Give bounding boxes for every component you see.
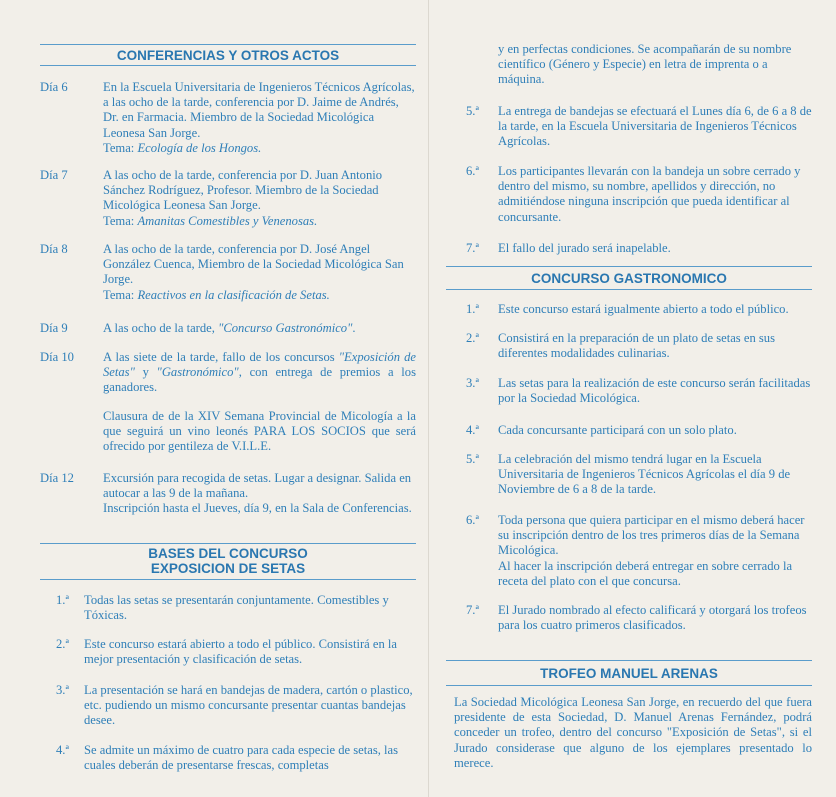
base-item [40, 743, 416, 775]
day-entry [40, 168, 416, 232]
heading-rule [40, 543, 416, 544]
base-text: Se admite un máximo de cuatro para cada especie de setas, las cuales deberán de presentarse frescas, completas [84, 743, 399, 773]
day-emph: "Concurso Gastronómico" [218, 321, 353, 335]
day-label: Día 12 [40, 471, 74, 485]
gastronomico-title: CONCURSO GASTRONOMICO [531, 271, 727, 286]
day-text: Excursión para recogida de setas. Lugar a designar. Salida en autocar a las 9 de la mañana. [103, 471, 412, 501]
fold-line [428, 0, 429, 797]
bases-title-line1: BASES DEL CONCURSO [148, 546, 308, 561]
heading-rule [40, 65, 416, 66]
day-label: Día 9 [40, 321, 68, 335]
day-text: En la Escuela Universitaria de Ingenieros Técnicos Agrícolas, a las ocho de la tarde, conferencia por D. Jaime de Andrés, Dr. en Farmacia. Miembro de la Sociedad Micológica Leonesa San Jorge. [103, 80, 415, 140]
gastro-item [446, 452, 812, 500]
base-item [446, 164, 812, 228]
tema-prefix: Tema: [103, 287, 138, 302]
base-text: y en perfectas condiciones. Se acompañarán de su nombre científico (Género y Especie) en letra de imprenta o a máquina. [498, 42, 792, 87]
base-number: 1.ª [56, 593, 69, 607]
heading-rule [446, 289, 812, 290]
tema-title: Reactivos en la clasificación de Setas. [137, 287, 330, 302]
gastro-number: 1.ª [466, 302, 479, 316]
day-emph: "Exposición de Setas" [103, 350, 416, 380]
gastro-item [446, 603, 812, 635]
heading-rule [40, 44, 416, 45]
day-text-after: . [352, 321, 356, 335]
base-number: 6.ª [466, 164, 479, 178]
trofeo-text: La Sociedad Micológica Leonesa San Jorge, en recuerdo del que fuera presidente de esta Sociedad, D. Manuel Arenas Fernández, podrá conceder un trofeo, dentro del concurso "Exposición de Setas", si el Jurado considerase que alguno de los ejemplares presentado lo merece. [454, 695, 812, 770]
gastro-text: Toda persona que quiera participar en el mismo deberá hacer su inscripción dentro de los tres primeros días de la Semana Micológica. [498, 513, 805, 558]
day-body [103, 471, 416, 517]
base-text: El fallo del jurado será inapelable. [498, 241, 671, 255]
day-body [103, 80, 416, 156]
gastro-number: 2.ª [466, 331, 479, 345]
base-number: 4.ª [56, 743, 69, 757]
day-entry [40, 80, 416, 160]
gastro-number: 5.ª [466, 452, 479, 466]
base-text: La presentación se hará en bandejas de madera, cartón o plastico, etc. pudiendo un mismo concursante presentar cuantas bandejas desee. [84, 683, 413, 728]
day-text: A las ocho de la tarde, conferencia por D. José Angel González Cuenca, Miembro de la Sociedad Micológica San Jorge. [103, 242, 404, 287]
conferencias-heading [40, 44, 416, 66]
day-text: y [134, 365, 157, 380]
gastro-item [446, 513, 812, 593]
base-number: 2.ª [56, 637, 69, 651]
day-body [103, 350, 416, 454]
gastro-number: 7.ª [466, 603, 479, 617]
day-entry [40, 350, 416, 470]
gastro-item [446, 331, 812, 363]
gastro-text: Cada concursante participará con un solo plato. [498, 423, 737, 437]
gastro-body [498, 513, 812, 589]
trofeo-heading [446, 660, 812, 686]
day-label: Día 8 [40, 242, 68, 256]
tema-title: Amanitas Comestibles y Venenosas. [137, 213, 318, 228]
day-label: Día 7 [40, 168, 68, 182]
day-text: A las ocho de la tarde, conferencia por D. Juan Antonio Sánchez Rodríguez, Profesor. Miembro de la Sociedad Micológica Leonesa San Jorge. [103, 168, 383, 213]
gastro-item [446, 423, 812, 439]
heading-rule [446, 685, 812, 686]
gastro-item [446, 376, 812, 408]
day-text: , con entrega de premios a los ganadores. [103, 365, 416, 395]
base-continuation [446, 42, 812, 90]
base-number: 7.ª [466, 241, 479, 255]
conferencias-title: CONFERENCIAS Y OTROS ACTOS [116, 48, 340, 63]
day-entry [40, 321, 416, 337]
day-entry [40, 242, 416, 306]
tema-title: Ecología de los Hongos. [137, 140, 262, 155]
base-number: 3.ª [56, 683, 69, 697]
day-body [103, 168, 416, 229]
base-text: Los participantes llevarán con la bandeja un sobre cerrado y dentro del mismo, su nombre, apellidos y dirección, no admitiéndose ninguna inscripción que pueda identificar al concursante. [498, 164, 801, 224]
base-text: La entrega de bandejas se efectuará el Lunes día 6, de 6 a 8 de la tarde, en la Escuela Universitaria de Ingenieros Técnicos Agrícolas. [498, 104, 812, 149]
base-number: 5.ª [466, 104, 479, 118]
day-body [103, 242, 416, 303]
heading-rule [40, 579, 416, 580]
gastro-number: 6.ª [466, 513, 479, 527]
bases-heading [40, 543, 416, 580]
gastro-number: 3.ª [466, 376, 479, 390]
gastro-text: El Jurado nombrado al efecto calificará y otorgará los trofeos para los cuatro primeros clasificados. [498, 603, 807, 633]
base-text: Todas las setas se presentarán conjuntamente. Comestibles y Tóxicas. [84, 593, 389, 623]
day-body [103, 321, 416, 336]
base-text: Este concurso estará abierto a todo el público. Consistirá en la mejor presentación y clasificación de setas. [84, 637, 397, 667]
heading-rule [446, 266, 812, 267]
day-label: Día 10 [40, 350, 74, 364]
base-item [40, 637, 416, 669]
gastro-text: Las setas para la realización de este concurso serán facilitadas por la Sociedad Micológica. [498, 376, 811, 406]
gastronomico-heading [446, 266, 812, 290]
day-label: Día 6 [40, 80, 68, 94]
day-emph: "Gastronómico" [156, 365, 239, 380]
gastro-text: Este concurso estará igualmente abierto a todo el público. [498, 302, 789, 316]
gastro-text: Consistirá en la preparación de un plato de setas en sus diferentes modalidades culinarias. [498, 331, 775, 361]
tema-prefix: Tema: [103, 213, 138, 228]
tema-prefix: Tema: [103, 140, 138, 155]
base-item [40, 593, 416, 625]
day-text: A las siete de la tarde, fallo de los concursos [103, 350, 339, 364]
gastro-text: La celebración del mismo tendrá lugar en la Escuela Universitaria de Ingenieros Técnicos Agrícolas el día 9 de Noviembre de 6 a 8 de la tarde. [498, 452, 791, 497]
clausura-text: Clausura de de la XIV Semana Provincial de Micología a la que seguirá un vino leonés PARA LOS SOCIOS que será ofrecido por gentileza de V.I.L.E. [103, 408, 416, 454]
base-item [446, 241, 812, 257]
gastro-text: Al hacer la inscripción deberá entregar en sobre cerrado la receta del plato con el que concursa. [498, 558, 793, 588]
gastro-item [446, 302, 812, 318]
gastro-number: 4.ª [466, 423, 479, 437]
day-entry [40, 471, 416, 531]
base-item [446, 104, 812, 152]
day-text: Inscripción hasta el Jueves, día 9, en la Sala de Conferencias. [103, 501, 412, 516]
day-text: A las ocho de la tarde, [103, 321, 219, 335]
bases-title-line2: EXPOSICION DE SETAS [150, 561, 306, 576]
base-item [40, 683, 416, 731]
heading-rule [446, 660, 812, 661]
trofeo-title: TROFEO MANUEL ARENAS [540, 666, 718, 681]
